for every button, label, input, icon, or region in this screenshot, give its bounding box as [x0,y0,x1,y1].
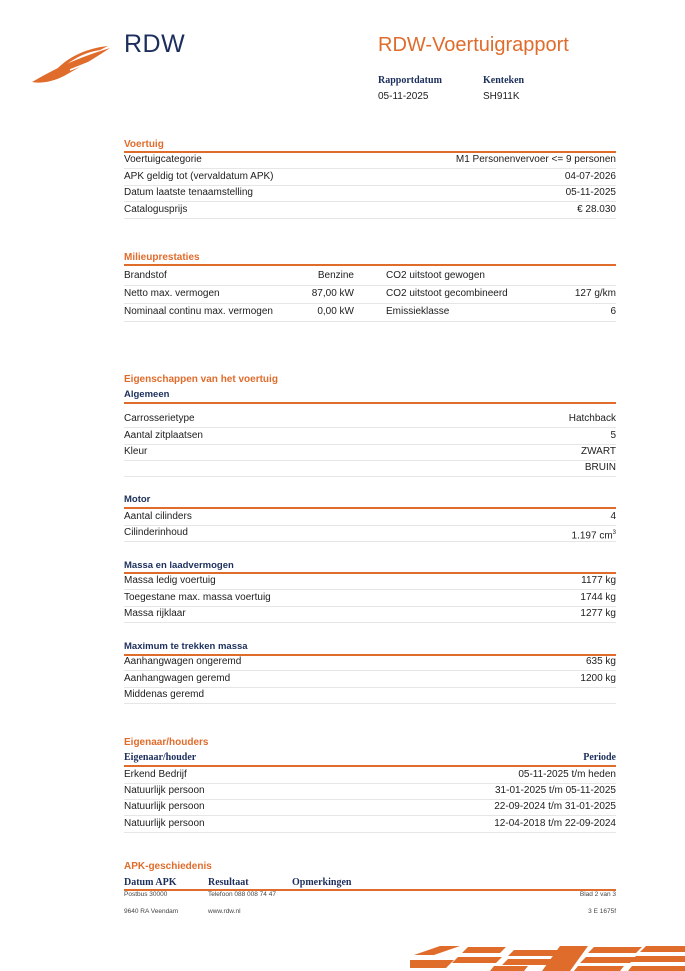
row-label: APK geldig tot (vervaldatum APK) [124,171,274,182]
table-row [124,444,616,461]
row-value: 31-01-2025 t/m 05-11-2025 [494,785,616,796]
row-value: 1744 kg [580,592,616,603]
unit-superscript: 3 [612,530,616,536]
row-label: Natuurlijk persoon [124,785,205,796]
table-row [124,411,616,428]
row-value: 22-09-2024 t/m 31-01-2025 [494,801,616,812]
row-label: Aantal zitplaatsen [124,430,203,441]
row-value: ZWART [581,446,616,457]
row-label: Carrosserietype [124,413,195,424]
table-row [124,606,616,623]
row-label: Datum laatste tenaamstelling [124,187,253,198]
row-label: Emissieklasse [386,306,450,317]
table-row [124,767,616,784]
table-row [124,428,616,445]
footer-website[interactable]: www.rdw.nl [208,908,241,915]
table-row [124,783,616,800]
section-divider [124,889,616,891]
table-row [124,687,616,704]
report-date-label: Rapportdatum [378,75,442,86]
row-label: Erkend Bedrijf [124,769,187,780]
row-value: 04-07-2026 [564,171,616,182]
section-title-voertuig: Voertuig [124,139,164,150]
footer-code: 3 E 1675f [588,908,616,915]
row-value: 127 g/km [574,288,616,299]
column-header-date: Datum APK [124,877,177,888]
decorative-stripes-icon [410,944,685,971]
row-value: 05-11-2025 [565,187,616,198]
row-label: Voertuigcategorie [124,154,202,165]
table-row [124,267,616,286]
row-value: Hatchback [568,413,616,424]
plate-value: SH911K [483,91,520,102]
section-title-eigenschappen: Eigenschappen van het voertuig [124,374,278,385]
footer-phone: Telefoon 088 008 74 47 [208,891,276,898]
table-row [124,816,616,833]
row-label: Nominaal continu max. vermogen [124,306,273,317]
table-row [124,202,616,219]
report-date-value: 05-11-2025 [378,91,429,102]
footer-city: 9640 RA Veendam [124,908,179,915]
table-row [124,671,616,688]
table-row [124,654,616,671]
row-label: CO2 uitstoot gewogen [386,270,485,281]
table-row [124,509,616,526]
section-divider [124,402,616,404]
table-row [124,525,616,542]
row-label: Cilinderinhoud [124,527,188,538]
row-label: Catalogusprijs [124,204,188,215]
row-value: 6 [610,306,616,317]
table-row [124,460,616,477]
report-title: RDW-Voertuigrapport [378,34,569,56]
subsection-title-algemeen: Algemeen [124,389,170,400]
row-value: 635 kg [585,656,616,667]
column-header-period: Periode [583,752,616,763]
section-divider [124,264,616,266]
row-label: Kleur [124,446,148,457]
row-value [572,525,616,544]
row-label: Middenas geremd [124,689,205,700]
row-label: Brandstof [124,270,167,281]
row-value-text: 1.197 cm [571,530,613,542]
row-value: 1177 kg [581,575,616,586]
table-row [124,169,616,186]
subsection-title-massa: Massa en laadvermogen [124,560,234,571]
row-label: Toegestane max. massa voertuig [124,592,271,603]
row-value: 1200 kg [580,673,616,684]
row-value: € 28.030 [577,204,616,215]
table-row [124,185,616,202]
row-value: 87,00 kW [311,288,354,299]
row-label: Aanhangwagen geremd [124,673,231,684]
row-label: Aantal cilinders [124,511,192,522]
section-title-eigenaar: Eigenaar/houders [124,737,209,748]
column-header-result: Resultaat [208,877,249,888]
section-title-apk: APK-geschiedenis [124,861,212,872]
row-value: BRUIN [584,462,616,473]
row-label: Massa rijklaar [124,608,186,619]
footer-postbus: Postbus 30000 [124,891,168,898]
row-value: 4 [610,511,616,522]
row-label: Aanhangwagen ongeremd [124,656,242,667]
plate-label: Kenteken [483,75,525,86]
row-value: M1 Personenvervoer <= 9 personen [455,154,616,165]
row-value: 5 [610,430,616,441]
row-label: CO2 uitstoot gecombineerd [386,288,508,299]
column-header-remarks: Opmerkingen [292,877,352,888]
row-label: Natuurlijk persoon [124,818,205,829]
subsection-title-motor: Motor [124,494,151,505]
table-row [124,285,616,304]
table-row [124,303,616,322]
rdw-logo-icon [30,42,112,86]
row-value: 05-11-2025 t/m heden [518,769,616,780]
row-label: Netto max. vermogen [124,288,220,299]
table-row [124,152,616,169]
row-value: 1277 kg [580,608,616,619]
brand-name: RDW [124,30,186,58]
row-label: Natuurlijk persoon [124,801,205,812]
table-row [124,799,616,816]
section-title-milieu: Milieuprestaties [124,252,200,263]
column-header-owner: Eigenaar/houder [124,752,197,763]
table-row [124,590,616,607]
footer-page-number: Blad 2 van 3 [579,891,616,898]
row-label: Massa ledig voertuig [124,575,216,586]
table-row [124,573,616,590]
row-value: 12-04-2018 t/m 22-09-2024 [494,818,616,829]
row-value: Benzine [317,270,354,281]
subsection-title-trekken: Maximum te trekken massa [124,641,248,652]
row-value: 0,00 kW [317,306,354,317]
